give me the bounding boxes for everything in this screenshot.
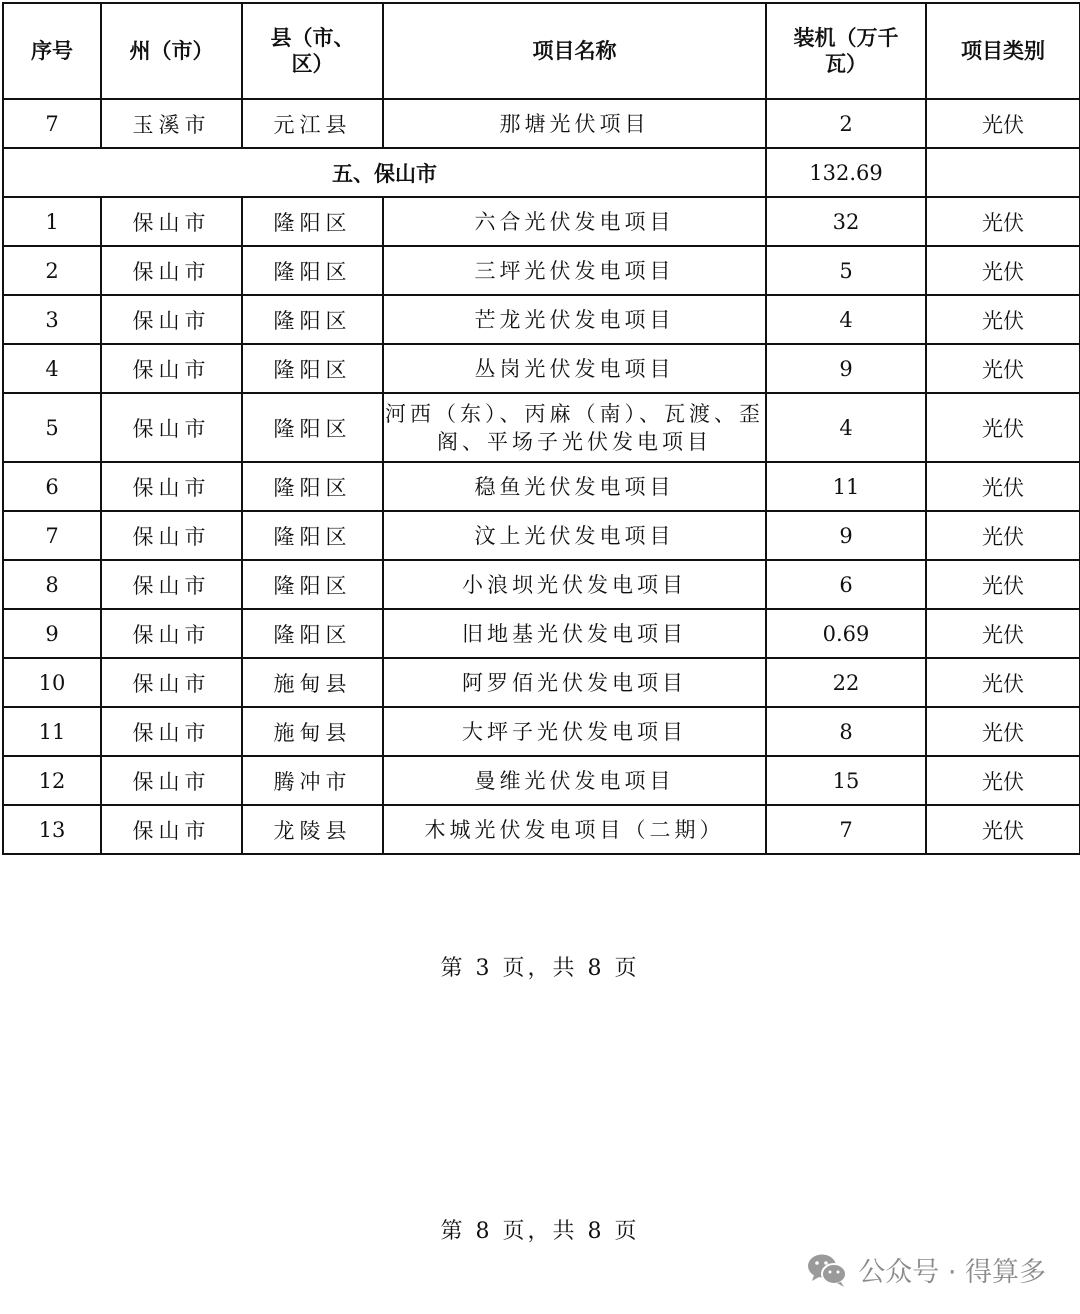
- cell-county: 腾冲市: [242, 756, 383, 805]
- cell-project-name: 曼维光伏发电项目: [383, 756, 766, 805]
- cell-capacity: 7: [766, 805, 926, 854]
- table-row: [3, 560, 1080, 609]
- section-row: [3, 148, 1080, 197]
- cell-project-name: 那塘光伏项目: [383, 99, 766, 148]
- table-row: [3, 462, 1080, 511]
- cell-project-name: 丛岗光伏发电项目: [383, 344, 766, 393]
- cell-project-name: 大坪子光伏发电项目: [383, 707, 766, 756]
- cell-city: 保山市: [101, 344, 242, 393]
- cell-capacity: 9: [766, 344, 926, 393]
- cell-capacity: 0.69: [766, 609, 926, 658]
- cell-type: 光伏: [926, 756, 1080, 805]
- cell-type: 光伏: [926, 197, 1080, 246]
- cell-no: 1: [3, 197, 101, 246]
- cell-city: 保山市: [101, 707, 242, 756]
- cell-type: 光伏: [926, 560, 1080, 609]
- wechat-icon: [806, 1252, 848, 1288]
- cell-capacity: 11: [766, 462, 926, 511]
- project-table: [2, 2, 1080, 855]
- cell-county: 隆阳区: [242, 295, 383, 344]
- cell-capacity: 9: [766, 511, 926, 560]
- cell-type: 光伏: [926, 462, 1080, 511]
- cell-city: 保山市: [101, 609, 242, 658]
- table-row: [3, 658, 1080, 707]
- cell-county: 隆阳区: [242, 393, 383, 462]
- table-row: [3, 295, 1080, 344]
- cell-type: 光伏: [926, 99, 1080, 148]
- cell-project-name: 河西（东）、丙麻（南）、瓦渡、歪阁、平场子光伏发电项目: [383, 393, 766, 462]
- header-type: 项目类别: [926, 3, 1080, 99]
- cell-no: 13: [3, 805, 101, 854]
- cell-no: 3: [3, 295, 101, 344]
- cell-no: 5: [3, 393, 101, 462]
- cell-project-name: 三坪光伏发电项目: [383, 246, 766, 295]
- cell-no: 10: [3, 658, 101, 707]
- cell-county: 龙陵县: [242, 805, 383, 854]
- cell-type: 光伏: [926, 295, 1080, 344]
- table-row: [3, 511, 1080, 560]
- cell-type: 光伏: [926, 393, 1080, 462]
- cell-project-name: 木城光伏发电项目（二期）: [383, 805, 766, 854]
- table-row: [3, 707, 1080, 756]
- header-no: 序号: [3, 3, 101, 99]
- cell-no: 7: [3, 511, 101, 560]
- cell-project-name: 六合光伏发电项目: [383, 197, 766, 246]
- table-row: [3, 756, 1080, 805]
- cell-county: 隆阳区: [242, 560, 383, 609]
- cell-project-name: 芒龙光伏发电项目: [383, 295, 766, 344]
- cell-capacity: 5: [766, 246, 926, 295]
- cell-city: 保山市: [101, 658, 242, 707]
- page-number-last: 第 8 页，共 8 页: [440, 1219, 640, 1244]
- table-row: [3, 609, 1080, 658]
- table-row: [3, 344, 1080, 393]
- cell-no: 12: [3, 756, 101, 805]
- cell-county: 隆阳区: [242, 344, 383, 393]
- cell-capacity: 22: [766, 658, 926, 707]
- cell-project-name: 汶上光伏发电项目: [383, 511, 766, 560]
- watermark-text: 公众号 · 得算多: [858, 1257, 1046, 1288]
- cell-city: 保山市: [101, 805, 242, 854]
- table-row: [3, 197, 1080, 246]
- cell-no: 2: [3, 246, 101, 295]
- cell-city: 保山市: [101, 462, 242, 511]
- header-capacity: 装机（万千瓦）: [766, 3, 926, 99]
- cell-city: 保山市: [101, 393, 242, 462]
- cell-no: 8: [3, 560, 101, 609]
- cell-county: 隆阳区: [242, 462, 383, 511]
- page-number-current: 第 3 页，共 8 页: [440, 956, 640, 981]
- cell-type: 光伏: [926, 246, 1080, 295]
- table-row: [3, 99, 1080, 148]
- table-row: [3, 393, 1080, 462]
- table-row: [3, 805, 1080, 854]
- cell-type: 光伏: [926, 658, 1080, 707]
- cell-county: 隆阳区: [242, 511, 383, 560]
- section-title: 五、保山市: [3, 148, 766, 197]
- section-empty-cell: [926, 148, 1080, 197]
- cell-city: 保山市: [101, 511, 242, 560]
- cell-capacity: 6: [766, 560, 926, 609]
- cell-project-name: 旧地基光伏发电项目: [383, 609, 766, 658]
- cell-capacity: 4: [766, 393, 926, 462]
- cell-capacity: 8: [766, 707, 926, 756]
- cell-county: 隆阳区: [242, 197, 383, 246]
- cell-type: 光伏: [926, 707, 1080, 756]
- cell-type: 光伏: [926, 511, 1080, 560]
- table-header-row: [3, 3, 1080, 99]
- cell-no: 4: [3, 344, 101, 393]
- cell-capacity: 2: [766, 99, 926, 148]
- section-total: 132.69: [766, 148, 926, 197]
- cell-capacity: 32: [766, 197, 926, 246]
- cell-city: 保山市: [101, 560, 242, 609]
- cell-city: 保山市: [101, 197, 242, 246]
- cell-type: 光伏: [926, 805, 1080, 854]
- table-row: [3, 246, 1080, 295]
- cell-city: 保山市: [101, 246, 242, 295]
- header-city: 州（市）: [101, 3, 242, 99]
- header-county: 县（市、区）: [242, 3, 383, 99]
- cell-county: 施甸县: [242, 658, 383, 707]
- watermark: [806, 1250, 1046, 1289]
- cell-type: 光伏: [926, 344, 1080, 393]
- cell-city: 保山市: [101, 295, 242, 344]
- cell-project-name: 稳鱼光伏发电项目: [383, 462, 766, 511]
- cell-city: 保山市: [101, 756, 242, 805]
- cell-capacity: 4: [766, 295, 926, 344]
- cell-project-name: 小浪坝光伏发电项目: [383, 560, 766, 609]
- cell-no: 7: [3, 99, 101, 148]
- cell-county: 隆阳区: [242, 609, 383, 658]
- cell-city: 玉溪市: [101, 99, 242, 148]
- cell-county: 元江县: [242, 99, 383, 148]
- cell-capacity: 15: [766, 756, 926, 805]
- header-project-name: 项目名称: [383, 3, 766, 99]
- cell-no: 11: [3, 707, 101, 756]
- cell-county: 隆阳区: [242, 246, 383, 295]
- cell-type: 光伏: [926, 609, 1080, 658]
- cell-no: 9: [3, 609, 101, 658]
- cell-project-name: 阿罗佰光伏发电项目: [383, 658, 766, 707]
- cell-county: 施甸县: [242, 707, 383, 756]
- cell-no: 6: [3, 462, 101, 511]
